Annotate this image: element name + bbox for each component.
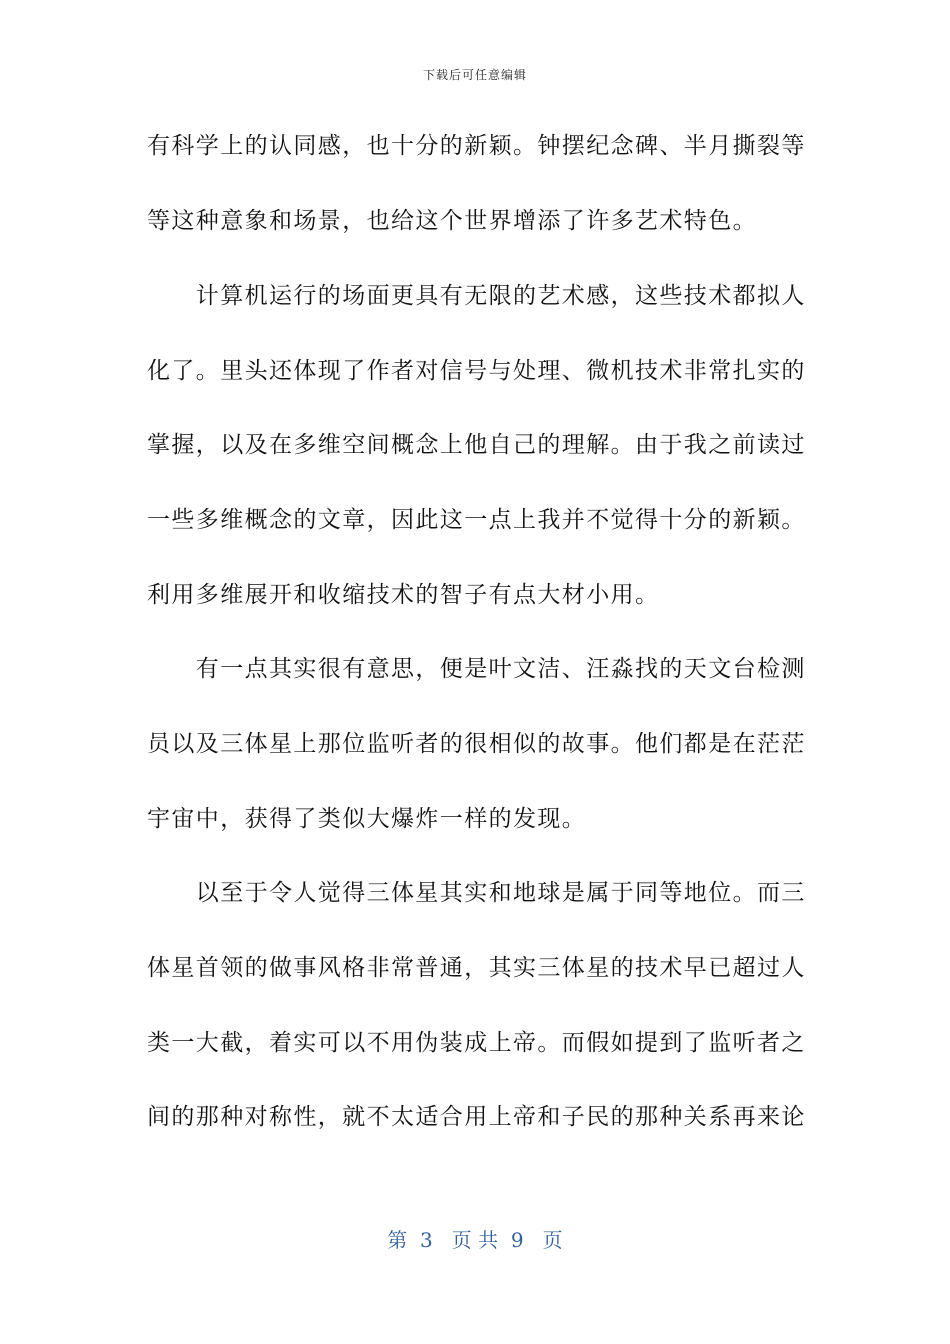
body-line: 有一点其实很有意思，便是叶文洁、汪淼找的天文台检测 (147, 656, 806, 682)
body-line: 间的那种对称性，就不太适合用上帝和子民的那种关系再来论 (147, 1104, 806, 1130)
body-line: 以至于令人觉得三体星其实和地球是属于同等地位。而三 (147, 880, 806, 906)
body-line: 利用多维展开和收缩技术的智子有点大材小用。 (147, 582, 660, 608)
body-line: 掌握，以及在多维空间概念上他自己的理解。由于我之前读过 (147, 432, 806, 458)
body-line: 一些多维概念的文章，因此这一点上我并不觉得十分的新颖。 (147, 507, 806, 533)
body-line: 类一大截，着实可以不用伪装成上帝。而假如提到了监听者之 (147, 1030, 806, 1056)
body-line: 员以及三体星上那位监听者的很相似的故事。他们都是在茫茫 (147, 731, 806, 757)
body-line: 化了。里头还体现了作者对信号与处理、微机技术非常扎实的 (147, 358, 806, 384)
body-line: 体星首领的做事风格非常普通，其实三体星的技术早已超过人 (147, 955, 806, 981)
page-footer: 第 3 页 共 9 页 (387, 1228, 563, 1252)
body-line: 等这种意象和场景，也给这个世界增添了许多艺术特色。 (147, 208, 757, 234)
body-line: 宇宙中，获得了类似大爆炸一样的发现。 (147, 806, 587, 832)
body-line: 有科学上的认同感，也十分的新颖。钟摆纪念碑、半月撕裂等 (147, 133, 806, 159)
page-header: 下载后可任意编辑 (422, 68, 527, 82)
body-line: 计算机运行的场面更具有无限的艺术感，这些技术都拟人 (147, 283, 806, 309)
